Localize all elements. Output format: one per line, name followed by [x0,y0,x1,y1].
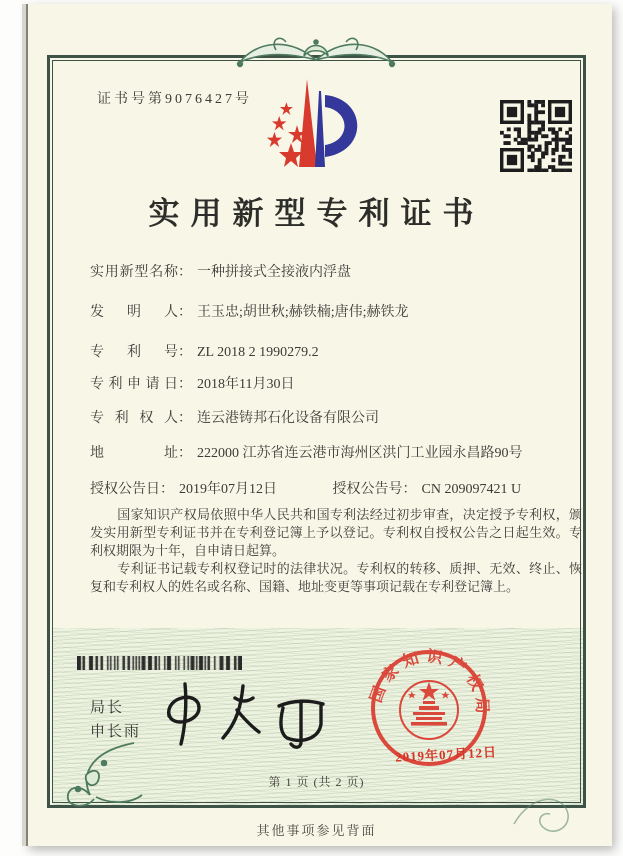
field-label: 专利申请日 [90,377,178,392]
field-row-filing-date [90,373,294,393]
qr-code-icon [500,100,572,172]
signer-block [90,696,141,744]
legal-paragraph-1: 国家知识产权局依照中华人民共和国专利法经过初步审查，决定授予专利权，颁发实用新型专利证书并在专利登记簿上予以登记。专利权自授权公告之日起生效。专利权期限为十年，自申请日起算。 [90,507,582,558]
national-emblem [400,681,458,739]
field-label: 发明人 [90,305,178,320]
field-row-inventors [90,301,409,321]
signature-icon [147,676,352,756]
field-value: 2019年07月12日 [179,482,277,497]
field-value: CN 209097421 U [421,482,522,497]
field-colon: ： [178,446,192,461]
field-label: 地址 [90,446,178,461]
field-label: 专利号 [90,345,178,360]
certificate-title: 实用新型专利证书 [148,196,485,231]
field-value: 王玉忠;胡世秋;赫铁楠;唐伟;赫铁龙 [197,305,409,320]
signer-name: 申长雨 [90,724,142,740]
cnipa-logo-icon [245,71,395,185]
legal-text [90,506,582,596]
field-colon: ： [402,482,417,497]
field-value: 连云港铸邦石化设备有限公司 [197,411,379,426]
field-label: 实用新型名称 [90,265,178,280]
field-label: 授权公告号 [332,482,403,497]
field-row-name [90,261,351,281]
field-colon: ： [178,265,192,280]
field-row-patent-no [90,341,319,361]
field-value: 一种拼接式全接液内浮盘 [197,265,351,280]
back-note: 其他事项参见背面 [256,823,377,838]
legal-paragraph-2: 专利证书记载专利权登记时的法律状况。专利权的转移、质押、无效、终止、恢复和专利权人的姓名或名称、国籍、地址变更等事项记载在专利登记簿上。 [90,561,582,594]
field-colon: ： [178,411,192,426]
page-number: 第 1 页 (共 2 页) [268,775,365,789]
seal-date: 2019年07月12日 [394,744,498,765]
field-row-address [90,442,523,462]
signer-title: 局长 [90,700,125,716]
field-value: 2018年11月30日 [197,377,295,392]
field-value: ZL 2018 2 1990279.2 [197,345,319,360]
grant-number-pair [333,482,522,497]
seal-agency-text: 国家知识产权局 [367,648,491,720]
field-label: 授权公告日 [90,482,160,497]
field-value: 222000 江苏省连云港市海州区洪门工业园永昌路90号 [197,446,523,461]
field-row-patentee [90,407,379,427]
certificate-page [26,4,612,846]
field-colon: ： [178,345,192,360]
certificate-number: 证书号第9076427号 [97,92,252,107]
field-row-grant [90,478,521,498]
field-colon: ： [178,377,192,392]
field-label: 专利权人 [90,411,178,426]
field-colon: ： [160,482,174,497]
field-colon: ： [178,305,192,320]
barcode-icon [77,656,242,670]
